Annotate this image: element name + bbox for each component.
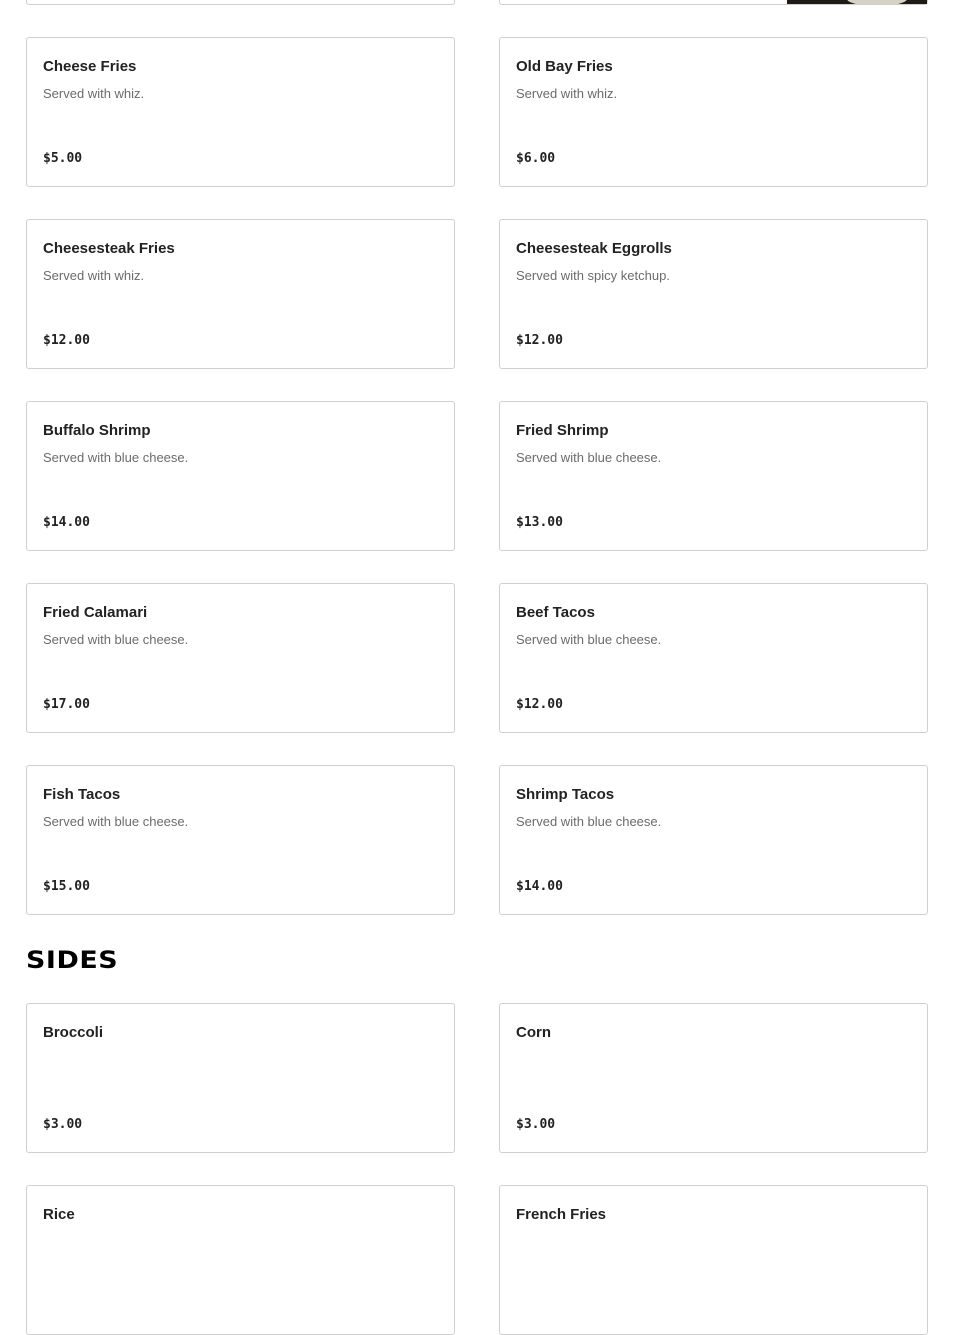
- menu-item-card[interactable]: [499, 583, 928, 733]
- menu-item-name: French Fries: [516, 1206, 607, 1223]
- menu-items-grid: [26, 37, 928, 915]
- menu-item-price: $5.00: [43, 151, 83, 166]
- menu-item-card[interactable]: [26, 0, 455, 5]
- menu-item-card[interactable]: [26, 1003, 455, 1153]
- menu-item-price: $14.00: [516, 879, 563, 894]
- menu-item-card[interactable]: [26, 219, 455, 369]
- menu-item-name: Broccoli: [43, 1024, 104, 1041]
- menu-item-price: $12.00: [516, 333, 563, 348]
- sides-items-grid: [26, 1003, 928, 1335]
- menu-item-price: $14.00: [43, 515, 90, 530]
- menu-item-card[interactable]: [26, 765, 455, 915]
- menu-item-name: Rice: [43, 1206, 75, 1223]
- menu-item-price: $6.00: [516, 151, 556, 166]
- menu-item-description: Served with blue cheese.: [516, 632, 662, 647]
- menu-item-description: Served with blue cheese.: [516, 450, 662, 465]
- previous-section-items: [26, 0, 928, 5]
- menu-item-card[interactable]: [499, 1185, 928, 1335]
- menu-item-price: $12.00: [516, 697, 563, 712]
- menu-item-card[interactable]: [499, 0, 928, 5]
- menu-item-name: Old Bay Fries: [516, 58, 613, 75]
- menu-item-name: Cheese Fries: [43, 58, 137, 75]
- menu-item-card[interactable]: [499, 401, 928, 551]
- menu-item-name: Cheesesteak Eggrolls: [516, 240, 672, 257]
- menu-item-card[interactable]: [26, 401, 455, 551]
- menu-item-price: $15.00: [43, 879, 90, 894]
- menu-item-name: Buffalo Shrimp: [43, 422, 151, 439]
- menu-item-name: Corn: [516, 1024, 551, 1041]
- menu-item-price: $17.00: [43, 697, 90, 712]
- menu-item-name: Fried Calamari: [43, 604, 148, 621]
- menu-item-photo: [787, 0, 927, 4]
- menu-item-name: Fried Shrimp: [516, 422, 609, 439]
- menu-item-price: $3.00: [516, 1117, 556, 1132]
- menu-item-card[interactable]: [499, 37, 928, 187]
- menu-item-description: Served with blue cheese.: [43, 632, 189, 647]
- menu-item-card[interactable]: [499, 219, 928, 369]
- menu-item-price: $12.00: [43, 333, 90, 348]
- menu-item-card[interactable]: [499, 765, 928, 915]
- menu-item-description: Served with blue cheese.: [43, 450, 189, 465]
- menu-item-price: $13.00: [516, 515, 563, 530]
- menu-item-card[interactable]: [26, 583, 455, 733]
- menu-item-name: Shrimp Tacos: [516, 786, 615, 803]
- menu-item-description: Served with blue cheese.: [43, 814, 189, 829]
- menu-item-card[interactable]: [499, 1003, 928, 1153]
- menu-item-name: Cheesesteak Fries: [43, 240, 175, 257]
- section-heading-sides: SIDES: [26, 946, 119, 974]
- menu-item-description: Served with whiz.: [43, 268, 145, 283]
- menu-item-description: Served with spicy ketchup.: [516, 268, 670, 283]
- menu-item-price: $3.00: [43, 1117, 83, 1132]
- menu-item-description: Served with whiz.: [516, 86, 618, 101]
- menu-item-card[interactable]: [26, 37, 455, 187]
- menu-item-description: Served with blue cheese.: [516, 814, 662, 829]
- menu-item-card[interactable]: [26, 1185, 455, 1335]
- menu-item-name: Fish Tacos: [43, 786, 121, 803]
- menu-item-description: Served with whiz.: [43, 86, 145, 101]
- menu-item-name: Beef Tacos: [516, 604, 595, 621]
